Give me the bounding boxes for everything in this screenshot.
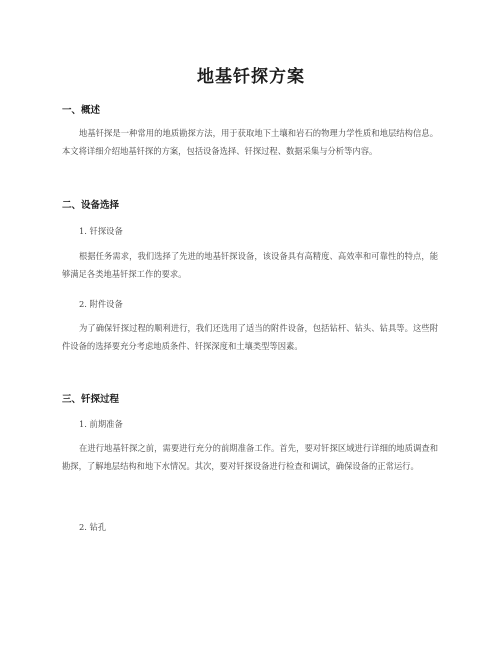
subsection-label-probe-equipment: 1. 钎探设备 [79, 226, 123, 236]
paragraph-preparation: 在进行地基钎探之前，需要进行充分的前期准备工作。首先，要对钎探区域进行详细的地质调查和勘探，了解地层结构和地下水情况。其次，要对钎探设备进行检查和调试，确保设备的正常运行。 [62, 443, 438, 471]
subsection-label-preparation: 1. 前期准备 [79, 419, 123, 429]
subsection-label-drilling: 2. 钻孔 [79, 522, 107, 532]
paragraph-overview: 地基钎探是一种常用的地质勘探方法，用于获取地下土壤和岩石的物理力学性质和地层结构信息。本文将详细介绍地基钎探的方案，包括设备选择、钎探过程、数据采集与分析等内容。 [62, 128, 438, 156]
document-title: 地基钎探方案 [197, 67, 305, 87]
paragraph-accessory-equipment: 为了确保钎探过程的顺利进行，我们还选用了适当的附件设备，包括钻杆、钻头、钻具等。这些附件设备的选择要充分考虑地质条件、钎探深度和土壤类型等因素。 [62, 323, 438, 351]
subsection-label-accessory-equipment: 2. 附件设备 [79, 299, 123, 309]
section-heading-equipment: 二、设备选择 [62, 200, 120, 211]
section-heading-overview: 一、概述 [62, 105, 101, 116]
paragraph-probe-equipment: 根据任务需求，我们选择了先进的地基钎探设备，该设备具有高精度、高效率和可靠性的特点，能够满足各类地基钎探工作的要求。 [62, 251, 438, 279]
section-heading-process: 三、钎探过程 [62, 394, 120, 405]
